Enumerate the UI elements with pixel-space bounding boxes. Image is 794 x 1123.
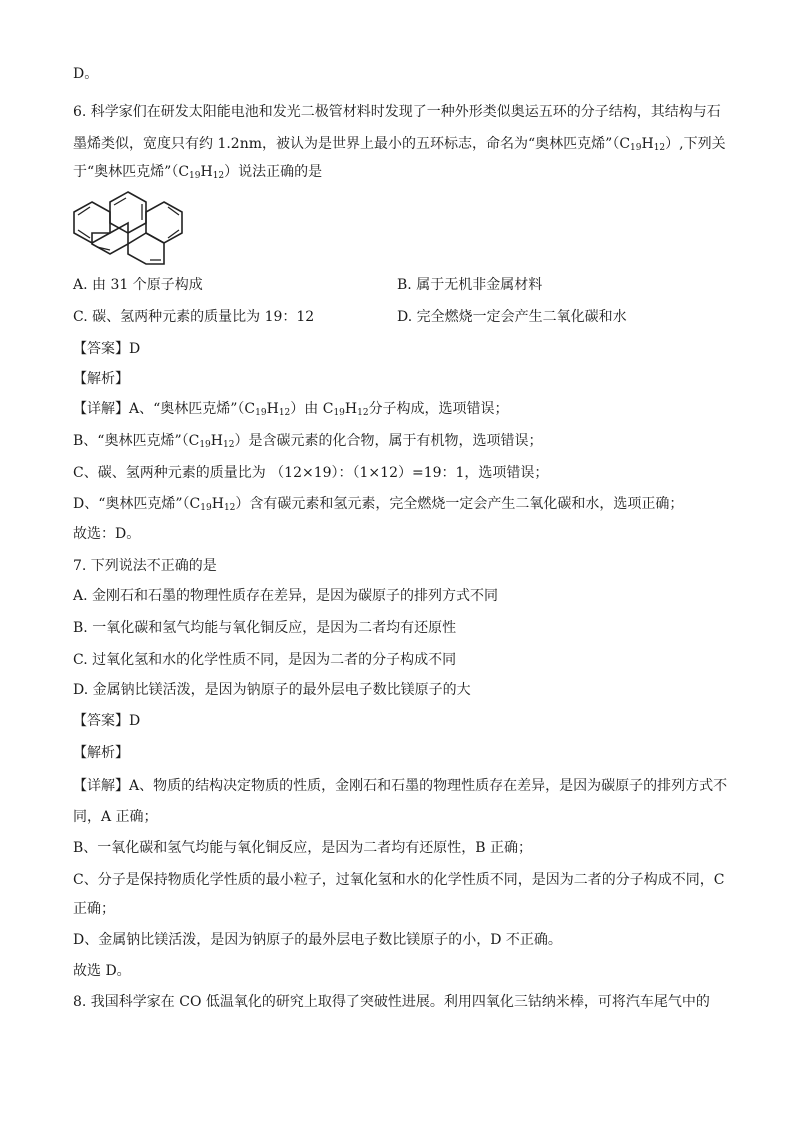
prev-choice-line: D。 [73, 66, 99, 82]
q7-option-a: A. 金刚石和石墨的物理性质存在差异，是因为碳原子的排列方式不同 [73, 588, 499, 604]
q6-stem-line2: 墨烯类似，宽度只有约 1.2nm，被认为是世界上最小的五环标志，命名为“奥林匹克烯$”(C_{19}H_{12})$,下列关 [73, 136, 726, 153]
q6-analysis-label: 【解析】 [73, 371, 129, 387]
q7-answer-line: 【答案】D [73, 713, 141, 729]
answer-label: 【答案】 [73, 341, 129, 357]
q6-detail-d: D、“奥林匹克烯$”(C_{19}H_{12})$含有碳元素和氢元素，完全燃烧一定会产生二氧化碳和水，选项正确； [73, 496, 684, 513]
q6-detail-c: C、碳、氢两种元素的质量比为 （12×19）：（1×12）=19：1，选项错误； [73, 465, 549, 481]
q6-detail-b: B、“奥林匹克烯$”(C_{19}H_{12})$是含碳元素的化合物，属于有机物，选项错误； [73, 433, 543, 450]
q6-option-c: C. 碳、氢两种元素的质量比为 19：12 [73, 309, 315, 325]
q7-option-b: B. 一氧化碳和氢气均能与氧化铜反应，是因为二者均有还原性 [73, 620, 457, 636]
q6-choose: 故选：D。 [73, 526, 141, 542]
q7-detail-a-line2: 同，A 正确； [73, 809, 158, 825]
q7-detail-a-line1: 【详解】A、物质的结构决定物质的性质，金刚石和石墨的物理性质存在差异，是因为碳原子的排列方式不 [73, 778, 728, 794]
q6-stem-line1: 6. 科学家们在研发太阳能电池和发光二极管材料时发现了一种外形类似奥运五环的分子结构，其结构与石 [73, 104, 721, 120]
q6-stem-line3: 于“奥林匹克烯$”(C_{19}H_{12})$说法正确的是 [73, 164, 323, 181]
q6-option-b: B. 属于无机非金属材料 [397, 277, 543, 293]
q7-option-c: C. 过氧化氢和水的化学性质不同，是因为二者的分子构成不同 [73, 652, 457, 668]
q6-option-d: D. 完全燃烧一定会产生二氧化碳和水 [397, 309, 627, 325]
q7-option-d: D. 金属钠比镁活泼，是因为钠原子的最外层电子数比镁原子的大 [73, 682, 471, 698]
q7-analysis-label: 【解析】 [73, 745, 129, 761]
q6-answer-line: 【答案】D [73, 341, 141, 357]
q7-stem: 7. 下列说法不正确的是 [73, 558, 217, 574]
q7-detail-d: D、金属钠比镁活泼，是因为钠原子的最外层电子数比镁原子的小，D 不正确。 [73, 932, 562, 948]
q6-detail-a: 【详解】A、“奥林匹克烯$”(C_{19}H_{12})$由 $C_{19}H_{12}$分子构成，选项错误； [73, 401, 509, 418]
q7-detail-b: B、一氧化碳和氢气均能与氧化铜反应，是因为二者均有还原性，B 正确； [73, 840, 533, 856]
q7-choose: 故选 D。 [73, 963, 131, 979]
q8-stem: 8. 我国科学家在 CO 低温氧化的研究上取得了突破性进展。利用四氧化三钴纳米棒，可将汽车尾气中的 [73, 994, 710, 1010]
q6-option-a: A. 由 31 个原子构成 [73, 277, 203, 293]
q7-detail-c-line2: 正确； [73, 901, 115, 917]
q7-detail-c-line1: C、分子是保持物质化学性质的最小粒子，过氧化氢和水的化学性质不同，是因为二者的分子构成不同，C [73, 872, 725, 888]
olympicene-structure-diagram [70, 190, 190, 268]
